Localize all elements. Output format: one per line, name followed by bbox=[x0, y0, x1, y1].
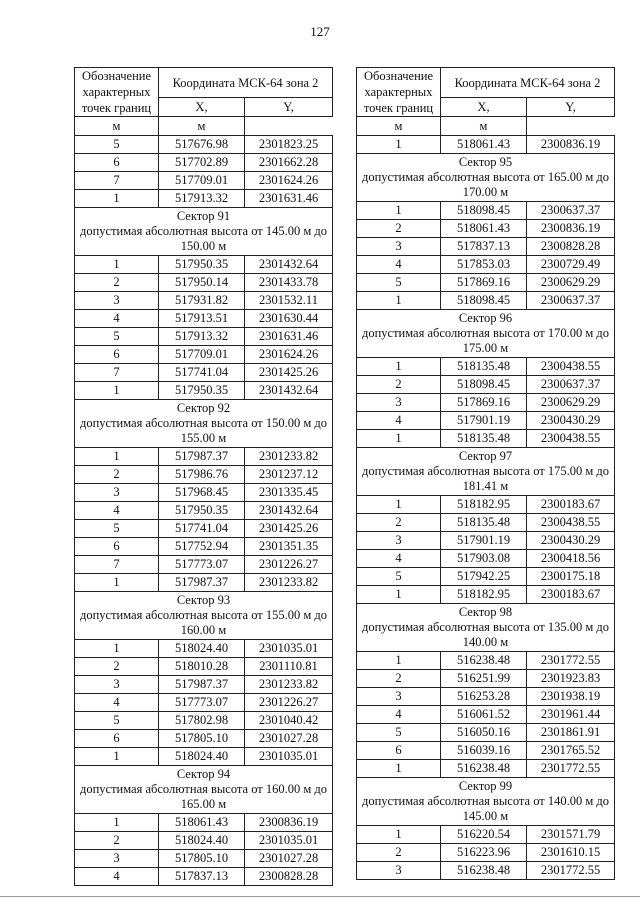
y-coordinate: 2301772.55 bbox=[527, 760, 615, 778]
table-row bbox=[75, 346, 333, 364]
table-row bbox=[357, 862, 615, 880]
table-row bbox=[357, 292, 615, 310]
y-unit: м bbox=[159, 117, 245, 136]
sector-row bbox=[75, 400, 333, 448]
x-coordinate: 517837.13 bbox=[159, 868, 245, 886]
point-number: 7 bbox=[75, 172, 159, 190]
table-body-right bbox=[357, 136, 615, 880]
sector-height-note: допустимая абсолютная высота от 140.00 м до 145.00 м bbox=[361, 794, 610, 823]
y-coordinate: 2301961.44 bbox=[527, 706, 615, 724]
y-coordinate: 2301233.82 bbox=[245, 676, 333, 694]
sector-height-note: допустимая абсолютная высота от 155.00 м до 160.00 м bbox=[79, 608, 328, 637]
point-number: 3 bbox=[357, 688, 441, 706]
point-number: 5 bbox=[357, 568, 441, 586]
x-coordinate: 516223.96 bbox=[441, 844, 527, 862]
y-coordinate: 2301532.11 bbox=[245, 292, 333, 310]
x-header: X, bbox=[159, 98, 245, 117]
coordinates-table-left bbox=[74, 67, 333, 886]
x-coordinate: 518024.40 bbox=[159, 748, 245, 766]
table-row bbox=[75, 694, 333, 712]
y-coordinate: 2301662.28 bbox=[245, 154, 333, 172]
x-coordinate: 518061.43 bbox=[159, 814, 245, 832]
table-row bbox=[357, 430, 615, 448]
sector-heading bbox=[357, 310, 615, 358]
y-coordinate: 2300418.56 bbox=[527, 550, 615, 568]
table-row bbox=[75, 136, 333, 154]
y-coordinate: 2301035.01 bbox=[245, 832, 333, 850]
x-coordinate: 518024.40 bbox=[159, 640, 245, 658]
y-coordinate: 2301772.55 bbox=[527, 862, 615, 880]
table-row bbox=[75, 172, 333, 190]
point-number: 4 bbox=[357, 256, 441, 274]
table-row bbox=[357, 202, 615, 220]
x-coordinate: 517913.32 bbox=[159, 190, 245, 208]
table-row bbox=[357, 238, 615, 256]
table-row bbox=[357, 826, 615, 844]
table-row bbox=[75, 484, 333, 502]
table-row bbox=[357, 274, 615, 292]
point-number: 1 bbox=[357, 358, 441, 376]
y-coordinate: 2300430.29 bbox=[527, 532, 615, 550]
x-coordinate: 518182.95 bbox=[441, 586, 527, 604]
y-coordinate: 2301226.27 bbox=[245, 694, 333, 712]
table-row bbox=[357, 550, 615, 568]
table-row bbox=[75, 850, 333, 868]
point-designation-header: Обозначение характерных точек границ bbox=[357, 68, 441, 117]
y-coordinate: 2301233.82 bbox=[245, 574, 333, 592]
point-number: 2 bbox=[357, 220, 441, 238]
point-number: 1 bbox=[75, 190, 159, 208]
table-row bbox=[357, 256, 615, 274]
sector-title: Сектор 97 bbox=[458, 449, 513, 463]
point-number: 1 bbox=[75, 574, 159, 592]
point-number: 1 bbox=[357, 652, 441, 670]
table-row bbox=[75, 574, 333, 592]
page-number: 127 bbox=[310, 24, 330, 39]
sector-title: Сектор 99 bbox=[458, 779, 513, 793]
y-coordinate: 2301425.26 bbox=[245, 364, 333, 382]
x-coordinate: 518061.43 bbox=[441, 136, 527, 154]
table-row bbox=[357, 358, 615, 376]
table-row bbox=[75, 538, 333, 556]
sector-height-note: допустимая абсолютная высота от 170.00 м до 175.00 м bbox=[361, 326, 610, 355]
point-number: 3 bbox=[75, 484, 159, 502]
x-coordinate: 518098.45 bbox=[441, 292, 527, 310]
x-coordinate: 518182.95 bbox=[441, 496, 527, 514]
x-coordinate: 518061.43 bbox=[441, 220, 527, 238]
table-row bbox=[357, 706, 615, 724]
sector-title: Сектор 91 bbox=[176, 209, 231, 223]
point-number: 5 bbox=[75, 328, 159, 346]
table-body-left bbox=[75, 136, 333, 886]
y-header: Y, bbox=[527, 98, 615, 117]
x-unit: м bbox=[75, 117, 159, 136]
table-row bbox=[357, 412, 615, 430]
sector-heading bbox=[75, 208, 333, 256]
point-number: 4 bbox=[357, 706, 441, 724]
point-designation-header: Обозначение характерных точек границ bbox=[75, 68, 159, 117]
point-number: 1 bbox=[75, 748, 159, 766]
point-number: 2 bbox=[357, 844, 441, 862]
y-coordinate: 2300175.18 bbox=[527, 568, 615, 586]
x-coordinate: 516238.48 bbox=[441, 760, 527, 778]
y-coordinate: 2300836.19 bbox=[527, 136, 615, 154]
x-coordinate: 517950.35 bbox=[159, 502, 245, 520]
y-coordinate: 2301765.52 bbox=[527, 742, 615, 760]
point-number: 2 bbox=[357, 514, 441, 532]
y-coordinate: 2300836.19 bbox=[245, 814, 333, 832]
point-number: 3 bbox=[75, 292, 159, 310]
sector-height-note: допустимая абсолютная высота от 165.00 м до 170.00 м bbox=[361, 170, 610, 199]
point-number: 1 bbox=[357, 586, 441, 604]
y-coordinate: 2300430.29 bbox=[527, 412, 615, 430]
sector-heading bbox=[357, 604, 615, 652]
table-row bbox=[357, 724, 615, 742]
x-coordinate: 516238.48 bbox=[441, 862, 527, 880]
x-coordinate: 518135.48 bbox=[441, 514, 527, 532]
table-row bbox=[75, 712, 333, 730]
sector-heading bbox=[357, 154, 615, 202]
y-coordinate: 2301335.45 bbox=[245, 484, 333, 502]
sector-height-note: допустимая абсолютная высота от 175.00 м до 181.41 м bbox=[361, 464, 610, 493]
y-coordinate: 2301624.26 bbox=[245, 172, 333, 190]
table-row bbox=[75, 364, 333, 382]
y-coordinate: 2301027.28 bbox=[245, 850, 333, 868]
sector-row bbox=[357, 310, 615, 358]
point-number: 6 bbox=[75, 538, 159, 556]
table-row bbox=[75, 502, 333, 520]
y-coordinate: 2300637.37 bbox=[527, 202, 615, 220]
x-coordinate: 517869.16 bbox=[441, 394, 527, 412]
point-number: 6 bbox=[75, 154, 159, 172]
y-coordinate: 2300629.29 bbox=[527, 394, 615, 412]
point-number: 1 bbox=[357, 430, 441, 448]
sector-row bbox=[357, 448, 615, 496]
point-number: 1 bbox=[75, 448, 159, 466]
point-number: 5 bbox=[357, 724, 441, 742]
sector-row bbox=[75, 766, 333, 814]
coordinate-header: Координата МСК-64 зона 2 bbox=[159, 68, 333, 98]
table-row bbox=[75, 730, 333, 748]
sector-height-note: допустимая абсолютная высота от 160.00 м до 165.00 м bbox=[79, 782, 328, 811]
point-number: 3 bbox=[75, 676, 159, 694]
point-number: 1 bbox=[357, 760, 441, 778]
table-row bbox=[357, 220, 615, 238]
point-number: 2 bbox=[357, 670, 441, 688]
point-number: 6 bbox=[75, 346, 159, 364]
table-row bbox=[357, 568, 615, 586]
point-number: 3 bbox=[357, 238, 441, 256]
y-coordinate: 2301027.28 bbox=[245, 730, 333, 748]
table-row bbox=[75, 466, 333, 484]
y-coordinate: 2301772.55 bbox=[527, 652, 615, 670]
x-coordinate: 516039.16 bbox=[441, 742, 527, 760]
sector-heading bbox=[357, 778, 615, 826]
x-coordinate: 517942.25 bbox=[441, 568, 527, 586]
table-row bbox=[357, 394, 615, 412]
x-coordinate: 517741.04 bbox=[159, 520, 245, 538]
point-number: 2 bbox=[75, 658, 159, 676]
point-number: 7 bbox=[75, 556, 159, 574]
y-header: Y, bbox=[245, 98, 333, 117]
table-row bbox=[357, 136, 615, 154]
table-row bbox=[75, 748, 333, 766]
table-row bbox=[75, 640, 333, 658]
sector-height-note: допустимая абсолютная высота от 135.00 м до 140.00 м bbox=[361, 620, 610, 649]
sector-row bbox=[75, 592, 333, 640]
x-coordinate: 517773.07 bbox=[159, 556, 245, 574]
table-row bbox=[75, 832, 333, 850]
y-coordinate: 2301432.64 bbox=[245, 502, 333, 520]
y-coordinate: 2301861.91 bbox=[527, 724, 615, 742]
point-number: 1 bbox=[357, 136, 441, 154]
y-coordinate: 2301624.26 bbox=[245, 346, 333, 364]
x-coordinate: 517903.08 bbox=[441, 550, 527, 568]
point-number: 5 bbox=[75, 136, 159, 154]
point-number: 2 bbox=[75, 832, 159, 850]
x-coordinate: 517752.94 bbox=[159, 538, 245, 556]
x-header: X, bbox=[441, 98, 527, 117]
y-coordinate: 2301035.01 bbox=[245, 640, 333, 658]
x-coordinate: 516061.52 bbox=[441, 706, 527, 724]
table-row bbox=[357, 376, 615, 394]
y-coordinate: 2301630.44 bbox=[245, 310, 333, 328]
table-row bbox=[75, 328, 333, 346]
x-coordinate: 517901.19 bbox=[441, 532, 527, 550]
coordinate-header: Координата МСК-64 зона 2 bbox=[441, 68, 615, 98]
x-unit: м bbox=[357, 117, 441, 136]
point-number: 6 bbox=[357, 742, 441, 760]
point-number: 5 bbox=[75, 712, 159, 730]
point-number: 4 bbox=[75, 310, 159, 328]
x-coordinate: 517709.01 bbox=[159, 172, 245, 190]
x-coordinate: 516251.99 bbox=[441, 670, 527, 688]
y-coordinate: 2301433.78 bbox=[245, 274, 333, 292]
table-row bbox=[75, 274, 333, 292]
point-number: 1 bbox=[357, 496, 441, 514]
x-coordinate: 516253.28 bbox=[441, 688, 527, 706]
table-row bbox=[75, 448, 333, 466]
point-number: 4 bbox=[357, 412, 441, 430]
x-coordinate: 517837.13 bbox=[441, 238, 527, 256]
point-number: 1 bbox=[75, 382, 159, 400]
x-coordinate: 517805.10 bbox=[159, 850, 245, 868]
sector-title: Сектор 94 bbox=[176, 767, 231, 781]
coordinates-table-right bbox=[356, 67, 615, 880]
x-coordinate: 517950.35 bbox=[159, 256, 245, 274]
sector-row bbox=[357, 778, 615, 826]
y-coordinate: 2300637.37 bbox=[527, 376, 615, 394]
point-number: 3 bbox=[357, 532, 441, 550]
table-row bbox=[357, 652, 615, 670]
table-row bbox=[75, 868, 333, 886]
table-row bbox=[75, 154, 333, 172]
sector-heading bbox=[75, 766, 333, 814]
x-coordinate: 518024.40 bbox=[159, 832, 245, 850]
y-coordinate: 2301040.42 bbox=[245, 712, 333, 730]
table-row bbox=[357, 514, 615, 532]
x-coordinate: 516050.16 bbox=[441, 724, 527, 742]
x-coordinate: 517950.14 bbox=[159, 274, 245, 292]
point-number: 5 bbox=[75, 520, 159, 538]
y-coordinate: 2301226.27 bbox=[245, 556, 333, 574]
x-coordinate: 517853.03 bbox=[441, 256, 527, 274]
y-coordinate: 2300438.55 bbox=[527, 358, 615, 376]
y-unit: м bbox=[441, 117, 527, 136]
point-number: 1 bbox=[75, 814, 159, 832]
sector-row bbox=[75, 208, 333, 256]
table-row bbox=[357, 496, 615, 514]
sector-title: Сектор 92 bbox=[176, 401, 231, 415]
x-coordinate: 517968.45 bbox=[159, 484, 245, 502]
y-coordinate: 2300828.28 bbox=[245, 868, 333, 886]
y-coordinate: 2301425.26 bbox=[245, 520, 333, 538]
point-number: 1 bbox=[357, 202, 441, 220]
sector-title: Сектор 98 bbox=[458, 605, 513, 619]
x-coordinate: 518098.45 bbox=[441, 376, 527, 394]
x-coordinate: 517802.98 bbox=[159, 712, 245, 730]
x-coordinate: 517986.76 bbox=[159, 466, 245, 484]
table-row bbox=[75, 256, 333, 274]
y-coordinate: 2301823.25 bbox=[245, 136, 333, 154]
point-number: 4 bbox=[357, 550, 441, 568]
y-coordinate: 2301432.64 bbox=[245, 382, 333, 400]
table-row bbox=[75, 190, 333, 208]
y-coordinate: 2301237.12 bbox=[245, 466, 333, 484]
table-row bbox=[75, 292, 333, 310]
table-row bbox=[357, 670, 615, 688]
x-coordinate: 517676.98 bbox=[159, 136, 245, 154]
table-row bbox=[357, 844, 615, 862]
point-number: 3 bbox=[357, 862, 441, 880]
sector-heading bbox=[75, 592, 333, 640]
y-coordinate: 2300183.67 bbox=[527, 586, 615, 604]
x-coordinate: 517901.19 bbox=[441, 412, 527, 430]
x-coordinate: 518010.28 bbox=[159, 658, 245, 676]
y-coordinate: 2300836.19 bbox=[527, 220, 615, 238]
sector-row bbox=[357, 154, 615, 202]
table-row bbox=[75, 814, 333, 832]
point-number: 4 bbox=[75, 868, 159, 886]
table-row bbox=[75, 520, 333, 538]
point-number: 4 bbox=[75, 694, 159, 712]
page-bottom-rule bbox=[0, 896, 640, 897]
point-number: 1 bbox=[75, 256, 159, 274]
point-number: 2 bbox=[75, 466, 159, 484]
table-row bbox=[357, 586, 615, 604]
sector-title: Сектор 95 bbox=[458, 155, 513, 169]
sector-heading bbox=[357, 448, 615, 496]
point-number: 1 bbox=[357, 292, 441, 310]
sector-title: Сектор 96 bbox=[458, 311, 513, 325]
table-row bbox=[357, 760, 615, 778]
point-number: 1 bbox=[75, 640, 159, 658]
point-number: 3 bbox=[75, 850, 159, 868]
y-coordinate: 2301571.79 bbox=[527, 826, 615, 844]
y-coordinate: 2301110.81 bbox=[245, 658, 333, 676]
y-coordinate: 2300637.37 bbox=[527, 292, 615, 310]
y-coordinate: 2300629.29 bbox=[527, 274, 615, 292]
point-number: 5 bbox=[357, 274, 441, 292]
point-number: 7 bbox=[75, 364, 159, 382]
x-coordinate: 517702.89 bbox=[159, 154, 245, 172]
y-coordinate: 2301035.01 bbox=[245, 748, 333, 766]
table-row bbox=[75, 556, 333, 574]
y-coordinate: 2300438.55 bbox=[527, 430, 615, 448]
point-number: 2 bbox=[357, 376, 441, 394]
point-number: 2 bbox=[75, 274, 159, 292]
y-coordinate: 2301233.82 bbox=[245, 448, 333, 466]
x-coordinate: 517913.32 bbox=[159, 328, 245, 346]
y-coordinate: 2301631.46 bbox=[245, 328, 333, 346]
sector-title: Сектор 93 bbox=[176, 593, 231, 607]
x-coordinate: 517869.16 bbox=[441, 274, 527, 292]
y-coordinate: 2300183.67 bbox=[527, 496, 615, 514]
x-coordinate: 517987.37 bbox=[159, 574, 245, 592]
y-coordinate: 2301938.19 bbox=[527, 688, 615, 706]
x-coordinate: 517987.37 bbox=[159, 448, 245, 466]
sector-height-note: допустимая абсолютная высота от 150.00 м до 155.00 м bbox=[79, 416, 328, 445]
sector-heading bbox=[75, 400, 333, 448]
y-coordinate: 2301923.83 bbox=[527, 670, 615, 688]
table-row bbox=[357, 532, 615, 550]
table-row bbox=[75, 310, 333, 328]
y-coordinate: 2300438.55 bbox=[527, 514, 615, 532]
point-number: 1 bbox=[357, 826, 441, 844]
x-coordinate: 517741.04 bbox=[159, 364, 245, 382]
x-coordinate: 518135.48 bbox=[441, 358, 527, 376]
y-coordinate: 2301631.46 bbox=[245, 190, 333, 208]
point-number: 3 bbox=[357, 394, 441, 412]
y-coordinate: 2301351.35 bbox=[245, 538, 333, 556]
table-row bbox=[75, 676, 333, 694]
y-coordinate: 2300729.49 bbox=[527, 256, 615, 274]
x-coordinate: 517931.82 bbox=[159, 292, 245, 310]
table-row bbox=[357, 742, 615, 760]
table-row bbox=[75, 382, 333, 400]
point-number: 4 bbox=[75, 502, 159, 520]
table-row bbox=[357, 688, 615, 706]
x-coordinate: 516220.54 bbox=[441, 826, 527, 844]
point-number: 6 bbox=[75, 730, 159, 748]
x-coordinate: 517805.10 bbox=[159, 730, 245, 748]
y-coordinate: 2301432.64 bbox=[245, 256, 333, 274]
y-coordinate: 2301610.15 bbox=[527, 844, 615, 862]
table-row bbox=[75, 658, 333, 676]
x-coordinate: 517709.01 bbox=[159, 346, 245, 364]
sector-row bbox=[357, 604, 615, 652]
x-coordinate: 518135.48 bbox=[441, 430, 527, 448]
x-coordinate: 517950.35 bbox=[159, 382, 245, 400]
x-coordinate: 518098.45 bbox=[441, 202, 527, 220]
x-coordinate: 517773.07 bbox=[159, 694, 245, 712]
sector-height-note: допустимая абсолютная высота от 145.00 м до 150.00 м bbox=[79, 224, 328, 253]
y-coordinate: 2300828.28 bbox=[527, 238, 615, 256]
x-coordinate: 516238.48 bbox=[441, 652, 527, 670]
x-coordinate: 517987.37 bbox=[159, 676, 245, 694]
x-coordinate: 517913.51 bbox=[159, 310, 245, 328]
